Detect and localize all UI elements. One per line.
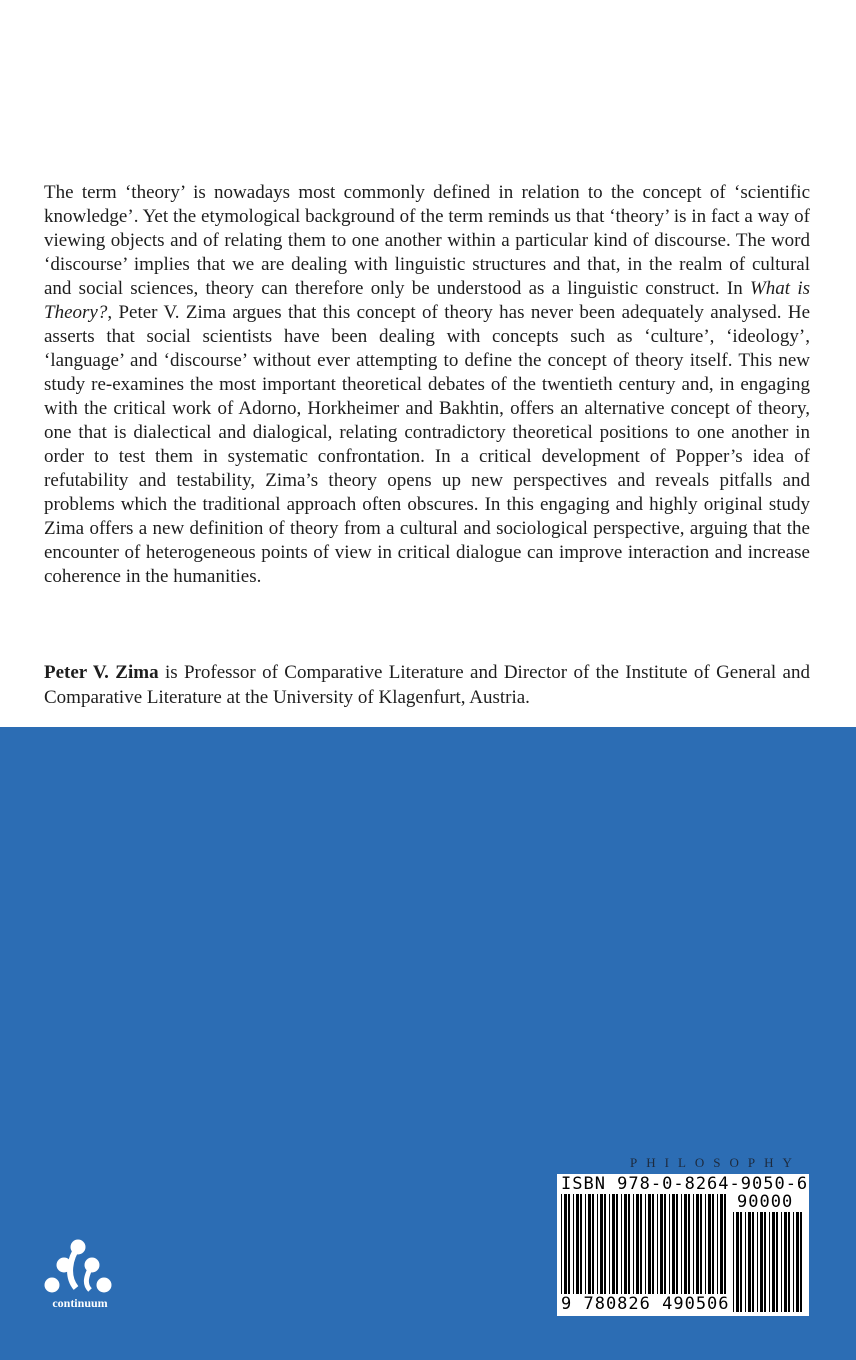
barcode-bar	[748, 1212, 751, 1312]
author-name: Peter V. Zima	[44, 662, 159, 683]
barcode-bar	[745, 1212, 746, 1312]
barcode-bar	[640, 1194, 642, 1298]
blurb-text-part1: The term ‘theory’ is nowadays most commonly defined in relation to the concept of ‘scientific knowledge’. Yet the etymological background of the term reminds us that ‘theory’ is in fact a way of viewing objects and of relating them to one another within a particular kind of discourse. The word ‘discourse’ implies that we are dealing with linguistic structures and that, in the realm of cultural and social sciences, theory can therefore only be understood as a linguistic construct. In	[44, 182, 810, 299]
barcode-bar	[604, 1194, 606, 1298]
barcode-bar	[724, 1194, 726, 1298]
barcode-bar	[609, 1194, 610, 1298]
isbn-number: ISBN 978-0-8264-9050-6	[561, 1174, 809, 1194]
barcode-bar	[672, 1194, 675, 1298]
barcode-bar	[800, 1212, 802, 1312]
barcode-bar	[616, 1194, 618, 1298]
author-bio-text: is Professor of Comparative Literature and Director of the Institute of General and Comparative Literature at the University of Klagenfurt, Austria.	[44, 662, 810, 708]
barcode-bar	[561, 1194, 562, 1298]
barcode-bar	[573, 1194, 574, 1298]
barcode-bar	[757, 1212, 758, 1312]
barcode-bar	[700, 1194, 702, 1298]
barcode-bar	[717, 1194, 718, 1298]
barcode-bar	[736, 1212, 739, 1312]
barcode-bar	[705, 1194, 706, 1298]
barcode-bar	[664, 1194, 666, 1298]
barcode-bar	[708, 1194, 711, 1298]
barcode-bar	[681, 1194, 682, 1298]
barcode-bar	[733, 1212, 734, 1312]
author-bio	[44, 660, 810, 710]
barcode-bar	[576, 1194, 579, 1298]
barcode-bar	[669, 1194, 670, 1298]
barcode-digits: 9 780826 490506	[561, 1294, 730, 1314]
barcode-bar	[769, 1212, 770, 1312]
barcode-bar	[720, 1194, 723, 1298]
blurb-text-part2: , Peter V. Zima argues that this concept of theory has never been adequately analysed. He asserts that social scientists have been dealing with concepts such as ‘culture’, ‘ideology’, ‘language’ and ‘discourse’ without ever attempting to define the concept of theory itself. This new study re-examines the most important theoretical debates of the twentieth century and, in engaging with the critical work of Adorno, Horkheimer and Bakhtin, offers an alternative concept of theory, one that is dialectical and dialogical, relating contradictory theoretical positions to one another in order to test them in systematic confrontation. In a critical development of Popper’s idea of refutability and testability, Zima’s theory opens up new perspectives and reveals pitfalls and problems which the traditional approach often obscures. In this engaging and highly original study Zima offers a new definition of theory from a cultural and sociological perspective, arguing that the encounter of heterogeneous points of view in critical dialogue can improve interaction and increase coherence in the humanities.	[44, 302, 810, 587]
barcode-bar	[636, 1194, 639, 1298]
barcode-bars-main	[561, 1194, 727, 1298]
barcode-bar	[764, 1212, 766, 1312]
barcode-bars-addon	[733, 1212, 805, 1312]
barcode-bar	[752, 1212, 754, 1312]
barcode-bar	[676, 1194, 678, 1298]
barcode-bar	[740, 1212, 742, 1312]
price-code: 90000	[737, 1192, 794, 1212]
barcode-bar	[696, 1194, 699, 1298]
barcode-bar	[788, 1212, 790, 1312]
barcode-bar	[628, 1194, 630, 1298]
barcode-bar	[781, 1212, 782, 1312]
barcode-bar	[784, 1212, 787, 1312]
category-label: PHILOSOPHY	[630, 1155, 801, 1170]
publisher-name: continuum	[52, 1296, 108, 1310]
barcode-bar	[652, 1194, 654, 1298]
barcode-bar	[776, 1212, 778, 1312]
barcode-bar	[600, 1194, 603, 1298]
barcode-bar	[585, 1194, 586, 1298]
isbn-barcode	[557, 1174, 809, 1316]
blurb-paragraph	[44, 181, 810, 589]
barcode-bar	[568, 1194, 570, 1298]
barcode-bar	[660, 1194, 663, 1298]
barcode-bar	[592, 1194, 594, 1298]
barcode-bar	[712, 1194, 714, 1298]
barcode-bar	[612, 1194, 615, 1298]
barcode-bar	[645, 1194, 646, 1298]
barcode-bar	[580, 1194, 582, 1298]
barcode-bar	[657, 1194, 658, 1298]
barcode-bar	[648, 1194, 651, 1298]
barcode-bar	[684, 1194, 687, 1298]
book-title: What is Theory?	[44, 278, 810, 323]
barcode-bar	[624, 1194, 627, 1298]
barcode-bar	[688, 1194, 690, 1298]
barcode-bar	[588, 1194, 591, 1298]
barcode-bar	[772, 1212, 775, 1312]
barcode-bar	[597, 1194, 598, 1298]
barcode-bar	[793, 1212, 794, 1312]
barcode-bar	[693, 1194, 694, 1298]
barcode-bar	[796, 1212, 799, 1312]
barcode-bar	[633, 1194, 634, 1298]
barcode-bar	[760, 1212, 763, 1312]
barcode-bar	[621, 1194, 622, 1298]
barcode-bar	[564, 1194, 567, 1298]
